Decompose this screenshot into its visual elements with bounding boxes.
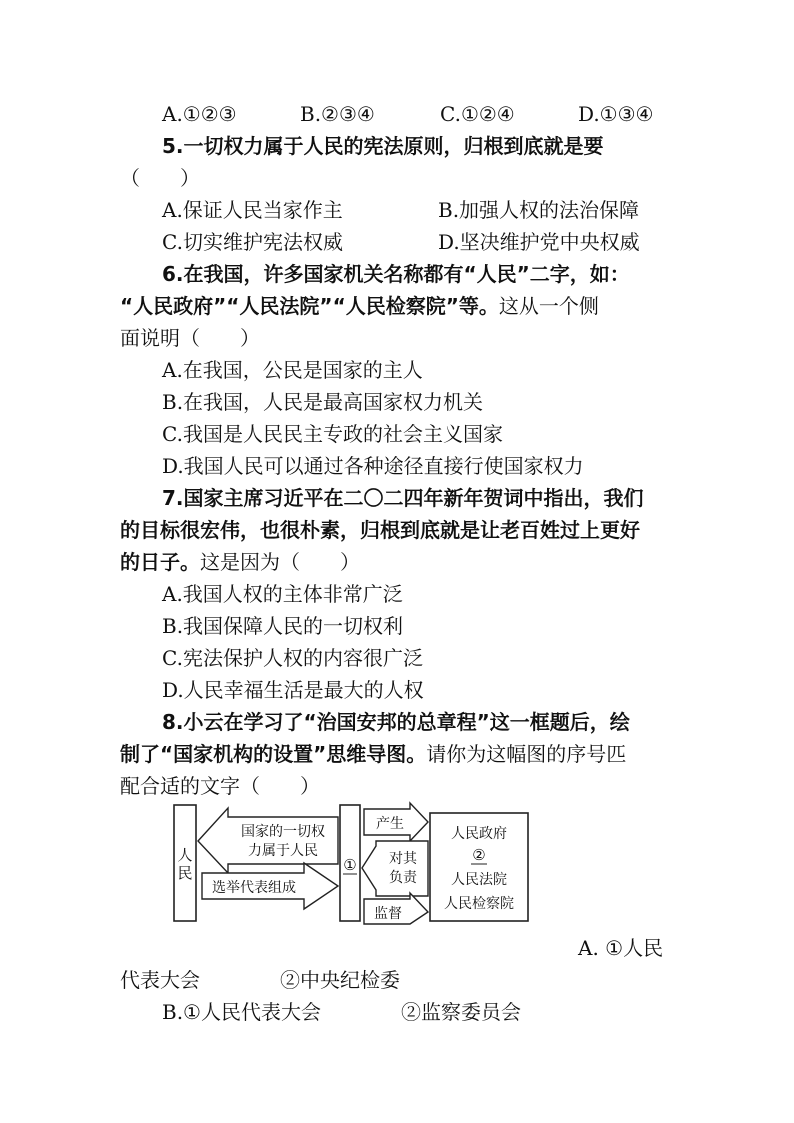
q8-option-a-part1[interactable]: A. ①人民	[578, 936, 664, 960]
q7-option-d[interactable]: D.人民幸福生活是最大的人权	[162, 678, 424, 702]
q7-stem-line2: 的目标很宏伟，也很朴素，归根到底就是让老百姓过上更好	[120, 518, 640, 542]
q7-option-c[interactable]: C.宪法保护人权的内容很广泛	[162, 646, 423, 670]
q7-stem-line3-bold: 的日子。	[120, 550, 200, 574]
q8-stem-line1: 8.小云在学习了“治国安邦的总章程”这一框题后，绘	[162, 710, 630, 734]
q6-stem-line2-bold: “人民政府”“人民法院”“人民检察院”等。	[120, 294, 499, 318]
q8-stem-line2-bold: 制了“国家机构的设置”思维导图。	[120, 742, 427, 766]
q6-option-c[interactable]: C.我国是人民民主专政的社会主义国家	[162, 422, 503, 446]
arrow-top-line1: 国家的一切权	[241, 824, 325, 840]
q6-stem-line2	[120, 292, 599, 320]
q5-option-d[interactable]: D.坚决维护党中央权威	[438, 230, 640, 254]
node-1-label: ①	[343, 856, 357, 874]
q4-option-d[interactable]: D.①③④	[578, 102, 654, 126]
responsible-line2: 负责	[389, 870, 417, 886]
people-label-1: 人	[177, 846, 193, 864]
q5-stem-line2: （ ）	[120, 166, 200, 190]
q6-option-d[interactable]: D.我国人民可以通过各种途径直接行使国家权力	[162, 454, 584, 478]
q8-stem-line2-normal: 请你为这幅图的序号匹	[426, 742, 627, 766]
node-2-label: ②	[472, 846, 486, 864]
q6-stem-line3: 面说明（ ）	[120, 326, 260, 350]
q7-stem-line1: 7.国家主席习近平在二〇二四年新年贺词中指出，我们	[162, 486, 644, 510]
q7-stem-line3-normal: 这是因为（ ）	[200, 550, 360, 574]
arrow-top-line2: 力属于人民	[248, 843, 318, 859]
q6-option-b[interactable]: B.在我国，人民是最高国家权力机关	[162, 390, 484, 414]
q7-option-b[interactable]: B.我国保障人民的一切权利	[162, 614, 404, 638]
q5-option-a[interactable]: A.保证人民当家作主	[162, 198, 343, 222]
arrow-bottom-label: 选举代表组成	[212, 880, 296, 896]
supervise-label: 监督	[374, 906, 402, 922]
responsible-line1: 对其	[389, 851, 417, 867]
q4-option-c[interactable]: C.①②④	[440, 102, 515, 126]
q5-option-c[interactable]: C.切实维护宪法权威	[162, 230, 343, 254]
arrow-responsible	[362, 841, 428, 896]
q6-stem-line2-normal: 这从一个侧	[498, 294, 599, 318]
org-court: 人民法院	[451, 872, 507, 888]
q4-option-a[interactable]: A.①②③	[162, 102, 237, 126]
q8-option-a-part2[interactable]: 代表大会 ②中央纪检委	[120, 968, 400, 992]
q8-stem-line2	[120, 740, 626, 768]
q5-stem-line1: 5.一切权力属于人民的宪法原则，归根到底就是要	[162, 134, 604, 158]
q6-option-a[interactable]: A.在我国，公民是国家的主人	[162, 358, 423, 382]
q8-stem-line3: 配合适的文字（ ）	[120, 774, 320, 798]
org-procuratorate: 人民检察院	[444, 896, 514, 912]
org-government: 人民政府	[451, 826, 507, 842]
produce-label: 产生	[376, 816, 404, 832]
q5-option-b[interactable]: B.加强人权的法治保障	[438, 198, 640, 222]
state-organs-mind-map	[172, 800, 532, 926]
q7-option-a[interactable]: A.我国人权的主体非常广泛	[162, 582, 403, 606]
people-label-2: 民	[177, 864, 193, 882]
q7-stem-line3	[120, 548, 360, 576]
q4-option-b[interactable]: B.②③④	[300, 102, 375, 126]
q6-stem-line1: 6.在我国，许多国家机关名称都有“人民”二字，如：	[162, 262, 630, 286]
q8-option-b[interactable]: B.①人民代表大会 ②监察委员会	[162, 1000, 521, 1024]
arrow-all-power-to-people	[198, 808, 338, 873]
